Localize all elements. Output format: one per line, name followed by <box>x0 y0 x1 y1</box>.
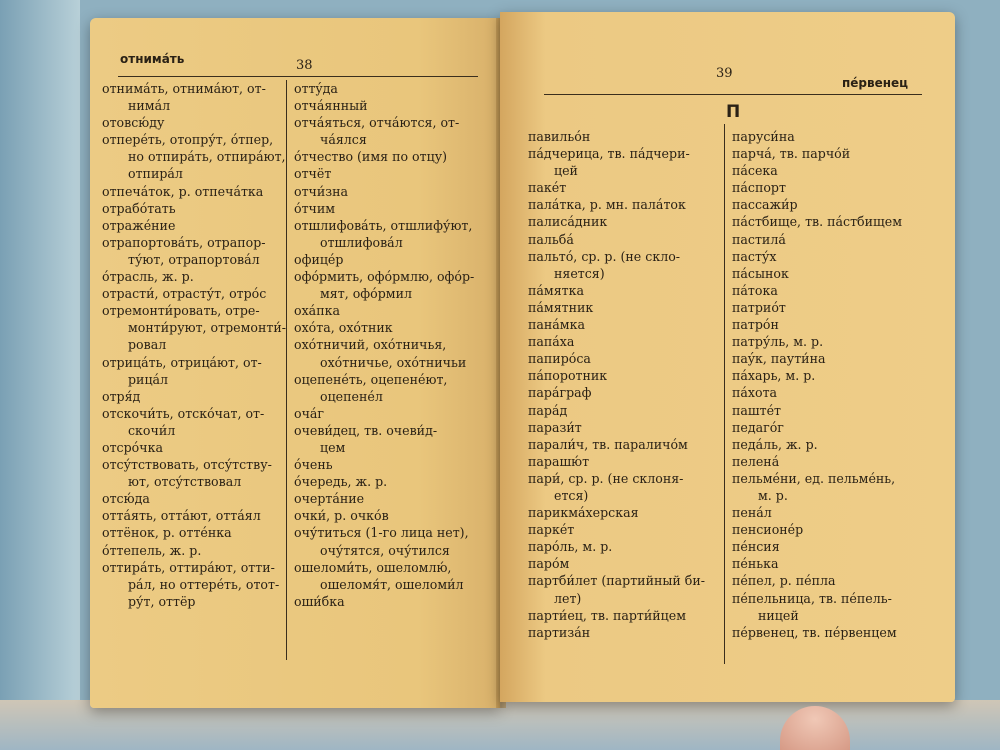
dictionary-entry: пальтó, ср. р. (не скло- <box>528 248 681 264</box>
dictionary-entry: пáпоротник <box>528 368 608 384</box>
dictionary-entry: пенсионéр <box>732 522 804 538</box>
dictionary-entry: очеви́дец, тв. очеви́д- <box>294 422 438 438</box>
dictionary-entry: отремонти́ровать, отре- <box>102 303 260 319</box>
dictionary-entry: отрабóтать <box>102 200 176 216</box>
dictionary-entry: павильóн <box>528 129 591 144</box>
dictionary-entry: пáхота <box>732 385 778 401</box>
dictionary-entry: пари́, ср. р. (не склоня- <box>528 470 684 486</box>
dictionary-entry: парашю́т <box>528 453 590 469</box>
dictionary-entry: мят, офóрмил <box>320 286 412 302</box>
dictionary-entry: пáмятка <box>528 282 584 298</box>
dictionary-entry: пáтока <box>732 282 778 298</box>
dictionary-entry: очертáние <box>294 491 365 507</box>
dictionary-entry: пáспорт <box>732 180 786 196</box>
dictionary-entry: ницей <box>758 607 799 623</box>
dictionary-entry: рáл, но оттерéть, отот- <box>128 576 280 592</box>
dictionary-entry: пéпельница, тв. пéпель- <box>732 590 892 606</box>
dictionary-entry: педáль, ж. р. <box>732 436 818 452</box>
dictionary-entry: óтчим <box>294 200 336 216</box>
dictionary-entry: палáтка, р. мн. палáток <box>528 197 686 213</box>
dictionary-entry: монти́руют, отремонти́- <box>128 320 286 336</box>
dictionary-entry: оши́бка <box>294 593 345 609</box>
dictionary-entry: отчёт <box>294 166 332 182</box>
dictionary-entry: очу́тятся, очу́тился <box>320 542 450 558</box>
dictionary-entry: охóтничий, охóтничья, <box>294 337 447 353</box>
dictionary-entry: няется) <box>554 265 605 281</box>
dictionary-entry: отчáяться, отчáются, от- <box>294 115 460 131</box>
dictionary-entry: патрóн <box>732 317 779 333</box>
dictionary-entry: пасту́х <box>732 248 777 264</box>
dictionary-entry: ют, отсу́тствовал <box>128 474 242 490</box>
dictionary-entry: óчень <box>294 457 333 473</box>
dictionary-entry: палисáдник <box>528 214 608 230</box>
dictionary-entry: парали́ч, тв. параличóм <box>528 436 688 452</box>
dictionary-entry: отпечáток, р. отпечáтка <box>102 183 264 199</box>
dictionary-entry: парóм <box>528 556 570 572</box>
right-running-head: пéрвенец <box>842 76 909 90</box>
background-left <box>0 0 80 750</box>
dictionary-entry: ется) <box>554 487 589 503</box>
dictionary-entry: парчá, тв. парчóй <box>732 146 851 162</box>
dictionary-entry: охóта, охóтник <box>294 320 393 336</box>
dictionary-entry: охáпка <box>294 303 340 319</box>
left-page-number: 38 <box>296 58 313 73</box>
dictionary-entry: отчáянный <box>294 98 368 114</box>
dictionary-entry: парáд <box>528 402 568 418</box>
dictionary-entry: оттирáть, оттирáют, отти- <box>102 559 275 575</box>
dictionary-entry: цей <box>554 163 578 179</box>
dictionary-entry: пáсынок <box>732 265 789 281</box>
section-letter: П <box>726 102 741 122</box>
dictionary-entry: охóтничье, охóтничьи <box>320 354 467 370</box>
dictionary-entry: чáялся <box>320 132 367 148</box>
dictionary-entry: м. р. <box>758 487 788 503</box>
dictionary-entry: лет) <box>554 590 582 606</box>
right-page <box>500 12 955 702</box>
dictionary-entry: патру́ль, м. р. <box>732 334 824 350</box>
dictionary-entry: рицáл <box>128 371 169 387</box>
dictionary-entry: очу́титься (1-го лица нет), <box>294 525 469 541</box>
dictionary-entry: пельмéни, ед. пельмéнь, <box>732 470 896 486</box>
dictionary-entry: парóль, м. р. <box>528 539 613 555</box>
dictionary-entry: оттáять, оттáют, оттáял <box>102 508 261 524</box>
dictionary-entry: пáмятник <box>528 299 594 315</box>
dictionary-entry: пассажи́р <box>732 197 798 213</box>
dictionary-entry: пáдчерица, тв. пáдчери- <box>528 146 690 162</box>
dictionary-entry: цем <box>320 439 346 455</box>
dictionary-entry: пéнька <box>732 556 779 572</box>
dictionary-entry: пáстбище, тв. пáстбищем <box>732 214 902 230</box>
right-header-rule <box>544 94 922 95</box>
dictionary-entry: пеленá <box>732 453 780 469</box>
dictionary-entry: скочи́л <box>128 422 176 438</box>
dictionary-entry: отря́д <box>102 388 141 404</box>
dictionary-entry: отсрóчка <box>102 439 163 455</box>
dictionary-entry: паýк, паути́на <box>732 351 826 367</box>
dictionary-entry: пéрвенец, тв. пéрвенцем <box>732 624 897 640</box>
right-column-divider <box>724 124 725 664</box>
left-header-rule <box>118 76 478 77</box>
dictionary-entry: отражéние <box>102 217 176 233</box>
dictionary-entry: отрицáть, отрицáют, от- <box>102 354 262 370</box>
dictionary-entry: отовсю́ду <box>102 115 165 131</box>
dictionary-entry: отсю́да <box>102 491 150 507</box>
dictionary-entry: оцепенéл <box>320 388 383 404</box>
dictionary-entry: педагóг <box>732 419 784 435</box>
dictionary-entry: офóрмить, офóрмлю, офóр- <box>294 269 475 285</box>
dictionary-entry: ту́ют, отрапортовáл <box>128 251 260 267</box>
dictionary-entry: пéнсия <box>732 539 780 555</box>
dictionary-entry: партизáн <box>528 624 591 640</box>
dictionary-entry: отпирáл <box>128 166 183 182</box>
left-running-head: отнимáть <box>120 52 185 66</box>
dictionary-entry: парáграф <box>528 385 592 401</box>
dictionary-entry: папáха <box>528 334 575 350</box>
right-page-number: 39 <box>716 66 733 81</box>
dictionary-entry: пéпел, р. пéпла <box>732 573 836 589</box>
left-column-divider <box>286 80 287 660</box>
dictionary-entry: папирóса <box>528 351 591 367</box>
dictionary-entry: пáхарь, м. р. <box>732 368 816 384</box>
dictionary-entry: отчи́зна <box>294 183 349 199</box>
dictionary-entry: пенáл <box>732 505 772 521</box>
dictionary-entry: паркéт <box>528 522 575 538</box>
dictionary-entry: паштéт <box>732 402 781 418</box>
dictionary-entry: óттепель, ж. р. <box>102 542 202 558</box>
left-page <box>90 18 500 708</box>
dictionary-entry: пáсека <box>732 163 778 179</box>
dictionary-entry: ошеломя́т, ошеломи́л <box>320 576 464 592</box>
dictionary-entry: ошеломи́ть, ошеломлю́, <box>294 559 452 575</box>
dictionary-entry: панáмка <box>528 317 585 333</box>
dictionary-entry: оцепенéть, оцепенéют, <box>294 371 448 387</box>
left-column-2 <box>294 80 494 610</box>
dictionary-entry: óтчество (имя по отцу) <box>294 149 448 165</box>
dictionary-entry: отнимáть, отнимáют, от- <box>102 81 266 96</box>
dictionary-entry: но отпирáть, отпирáют, <box>128 149 286 165</box>
dictionary-entry: оттýда <box>294 81 338 96</box>
dictionary-entry: очки́, р. очкóв <box>294 508 389 524</box>
dictionary-entry: пастилá <box>732 231 786 247</box>
dictionary-entry: пакéт <box>528 180 567 196</box>
dictionary-entry: партби́лет (партийный би- <box>528 573 706 589</box>
dictionary-entry: очáг <box>294 405 325 421</box>
dictionary-entry: нимáл <box>128 98 171 114</box>
dictionary-entry: парикмáхерская <box>528 505 639 521</box>
dictionary-entry: пальбá <box>528 231 574 247</box>
dictionary-entry: отрапортовáть, отрапор- <box>102 234 266 250</box>
dictionary-entry: отшлифовáть, отшлифу́ют, <box>294 217 473 233</box>
dictionary-entry: парти́ец, тв. парти́йцем <box>528 607 687 623</box>
left-column-1 <box>102 80 292 610</box>
dictionary-entry: офицéр <box>294 251 344 267</box>
dictionary-entry: патриóт <box>732 299 786 315</box>
dictionary-entry: отшлифовáл <box>320 234 403 250</box>
dictionary-entry: отсу́тствовать, отсу́тству- <box>102 457 272 473</box>
right-column-1 <box>528 128 722 641</box>
dictionary-entry: отскочи́ть, отскóчат, от- <box>102 405 265 421</box>
dictionary-entry: óчередь, ж. р. <box>294 474 388 490</box>
dictionary-entry: паруси́на <box>732 129 795 144</box>
right-column-2 <box>732 128 948 641</box>
dictionary-entry: отперéть, отопру́т, óтпер, <box>102 132 274 148</box>
dictionary-entry: ру́т, оттёр <box>128 593 196 609</box>
dictionary-entry: ровал <box>128 337 167 353</box>
dictionary-entry: оттёнок, р. оттéнка <box>102 525 232 541</box>
dictionary-entry: óтрасль, ж. р. <box>102 269 194 285</box>
dictionary-entry: отрасти́, отрасту́т, отрóс <box>102 286 267 302</box>
dictionary-entry: парази́т <box>528 419 582 435</box>
